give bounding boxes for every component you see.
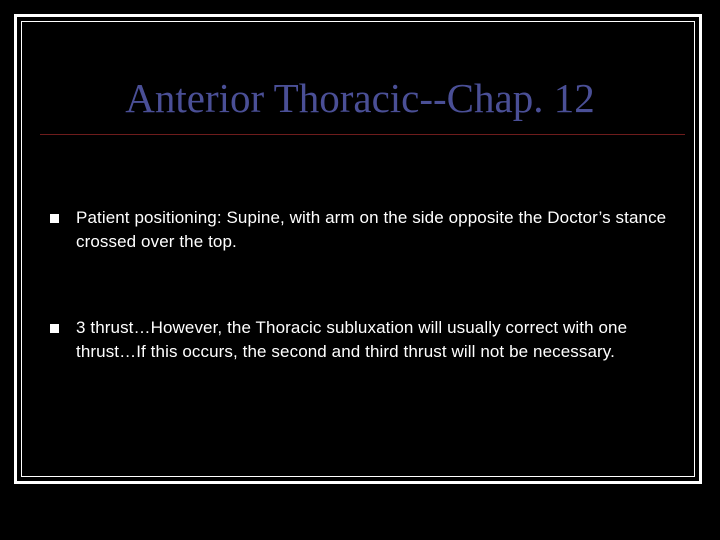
title-divider <box>40 134 685 135</box>
square-bullet-icon <box>50 214 59 223</box>
bullet-item <box>50 206 690 254</box>
bullet-list <box>50 206 690 364</box>
square-bullet-icon <box>50 324 59 333</box>
bullet-item <box>50 316 690 364</box>
bullet-text: 3 thrust…However, the Thoracic subluxation will usually correct with one thrust…If this occurs, the second and third thrust will not be necessary. <box>76 318 628 361</box>
slide-title: Anterior Thoracic--Chap. 12 <box>125 75 595 121</box>
bullet-text: Patient positioning: Supine, with arm on the side opposite the Doctor’s stance crossed over the top. <box>76 208 667 251</box>
